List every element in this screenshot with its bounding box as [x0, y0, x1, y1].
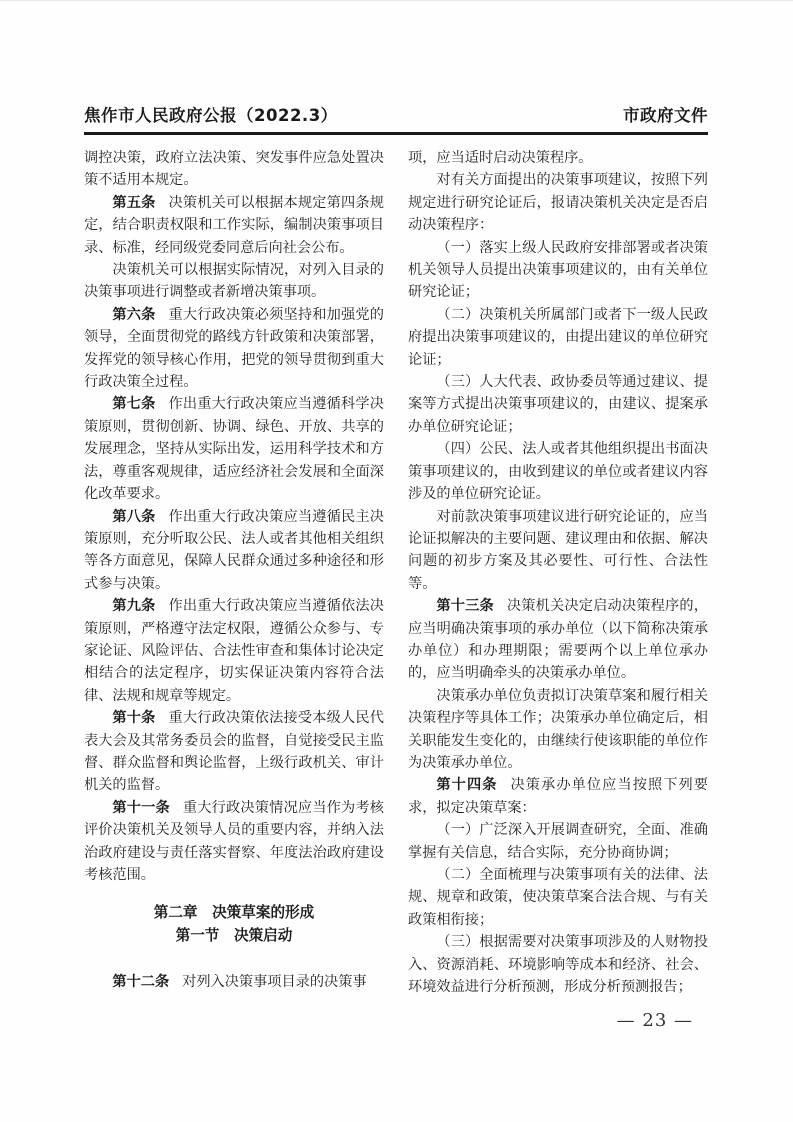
article-number: 第十三条 [436, 598, 494, 615]
article-text: 重大行政决策情况应当作为考核评价决策机关及领导人员的重要内容，并纳入法治政府建设与责任落实督察、年度法治政府建设考核范围。 [84, 799, 384, 883]
continuation-paragraph: 项，应当适时启动决策程序。 [408, 150, 593, 166]
article-number: 第五条 [112, 194, 156, 211]
continuation-paragraph: 调控决策，政府立法决策、突发事件应急处置决策不适用本规定。 [84, 150, 384, 189]
article-number: 第九条 [112, 598, 156, 615]
article-paragraph [408, 595, 708, 685]
article-number: 第七条 [112, 396, 156, 413]
page-header [84, 106, 708, 126]
article-text: 作出重大行政决策应当遵循民主决策原则，充分听取公民、法人或者其他相关组织等各方面意见，保障人民群众通过多种途径和形式参与决策。 [84, 508, 384, 592]
article-text: 作出重大行政决策应当遵循科学决策原则，贯彻创新、协调、绿色、开放、共享的发展理念，坚持从实际出发，运用科学技术和方法，尊重客观规律，适应经济社会发展和全面深化改革要求。 [84, 396, 384, 503]
paragraph: （二）全面梳理与决策事项有关的法律、法规、规章和政策，使决策草案合法合规、与有关政策相衔接； [408, 867, 708, 928]
article-paragraph [84, 192, 384, 259]
article-number: 第十条 [112, 710, 156, 727]
article-text: 重大行政决策必须坚持和加强党的领导，全面贯彻党的路线方针政策和决策部署，发挥党的领导核心作用，把党的领导贯彻到重大行政决策全过程。 [84, 306, 384, 391]
article-paragraph [84, 797, 384, 887]
section-heading: 第一节 决策启动 [175, 926, 293, 944]
article-text: 对列入决策事项目录的决策事 [182, 974, 367, 991]
paragraph: 决策机关可以根据实际情况，对列入目录的决策事项进行调整或者新增决策事项。 [84, 262, 384, 301]
paragraph: 对前款决策事项建议进行研究论证的，应当论证拟解决的主要问题、建议理由和依据、解决问题的初步方案及其必要性、可行性、合法性等。 [408, 508, 708, 592]
article-number: 第六条 [112, 306, 156, 323]
left-column [84, 147, 384, 998]
chapter-heading: 第二章 决策草案的形成 [153, 904, 315, 922]
document-body [84, 147, 708, 998]
paragraph: （二）决策机关所属部门或者下一级人民政府提出决策事项建议的，由提出建议的单位研究论证； [408, 306, 708, 368]
article-paragraph [84, 971, 384, 993]
paragraph: （一）广泛深入开展调查研究，全面、准确掌握有关信息，结合实际，充分协商协调； [408, 822, 708, 861]
paragraph: （三）根据需要对决策事项涉及的人财物投入、资源消耗、环境影响等成本和经济、社会、环境效益进行分析预测，形成分析预测报告； [408, 934, 708, 996]
article-paragraph [84, 506, 384, 596]
paragraph: （四）公民、法人或者其他组织提出书面决策事项建议的，由收到建议的单位或者建议内容涉及的单位研究论证。 [408, 441, 708, 503]
article-number: 第十四条 [436, 777, 498, 794]
article-paragraph [84, 393, 384, 505]
page-number: — 23 — [616, 1010, 693, 1031]
paragraph: 决策承办单位负责拟订决策草案和履行相关决策程序等具体工作；决策承办单位确定后，相关职能发生变化的，由继续行使该职能的单位作为决策承办单位。 [408, 687, 708, 771]
article-text: 重大行政决策依法接受本级人民代表大会及其常务委员会的监督，自觉接受民主监督、群众监督和舆论监督，上级行政机关、审计机关的监督。 [84, 710, 384, 794]
document-category: 市政府文件 [623, 106, 708, 125]
article-text: 决策机关决定启动决策程序的，应当明确决策事项的承办单位（以下简称决策承办单位）和办理期限；需要两个以上单位承办的，应当明确牵头的决策承办单位。 [408, 598, 708, 682]
article-paragraph [84, 595, 384, 707]
paragraph: （一）落实上级人民政府安排部署或者决策机关领导人员提出决策事项建议的，由有关单位研究论证； [408, 239, 708, 301]
article-text: 决策承办单位应当按照下列要求，拟定决策草案： [408, 777, 708, 816]
paragraph: （三）人大代表、政协委员等通过建议、提案等方式提出决策事项建议的，由建议、提案承办单位研究论证； [408, 374, 708, 435]
article-number: 第八条 [112, 508, 156, 525]
article-text: 决策机关可以根据本规定第四条规定，结合职责权限和工作实际，编制决策事项目录、标准，经同级党委同意后向社会公布。 [84, 194, 384, 256]
article-paragraph [84, 707, 384, 797]
gazette-title: 焦作市人民政府公报（2022.3） [84, 106, 338, 125]
paragraph: 对有关方面提出的决策事项建议，按照下列规定进行研究论证后，报请决策机关决定是否启动决策程序： [408, 172, 708, 234]
scan-edge [0, 0, 793, 1]
header-rule [84, 132, 708, 135]
article-number: 第十一条 [112, 799, 170, 816]
article-paragraph [84, 304, 384, 394]
article-paragraph [408, 774, 708, 819]
article-text: 作出重大行政决策应当遵循依法决策原则，严格遵守法定权限，遵循公众参与、专家论证、风险评估、合法性审查和集体讨论决定相结合的法定程序，切实保证决策内容符合法律、法规和规章等规定。 [84, 598, 384, 704]
right-column [408, 147, 708, 998]
article-number: 第十二条 [112, 974, 170, 991]
